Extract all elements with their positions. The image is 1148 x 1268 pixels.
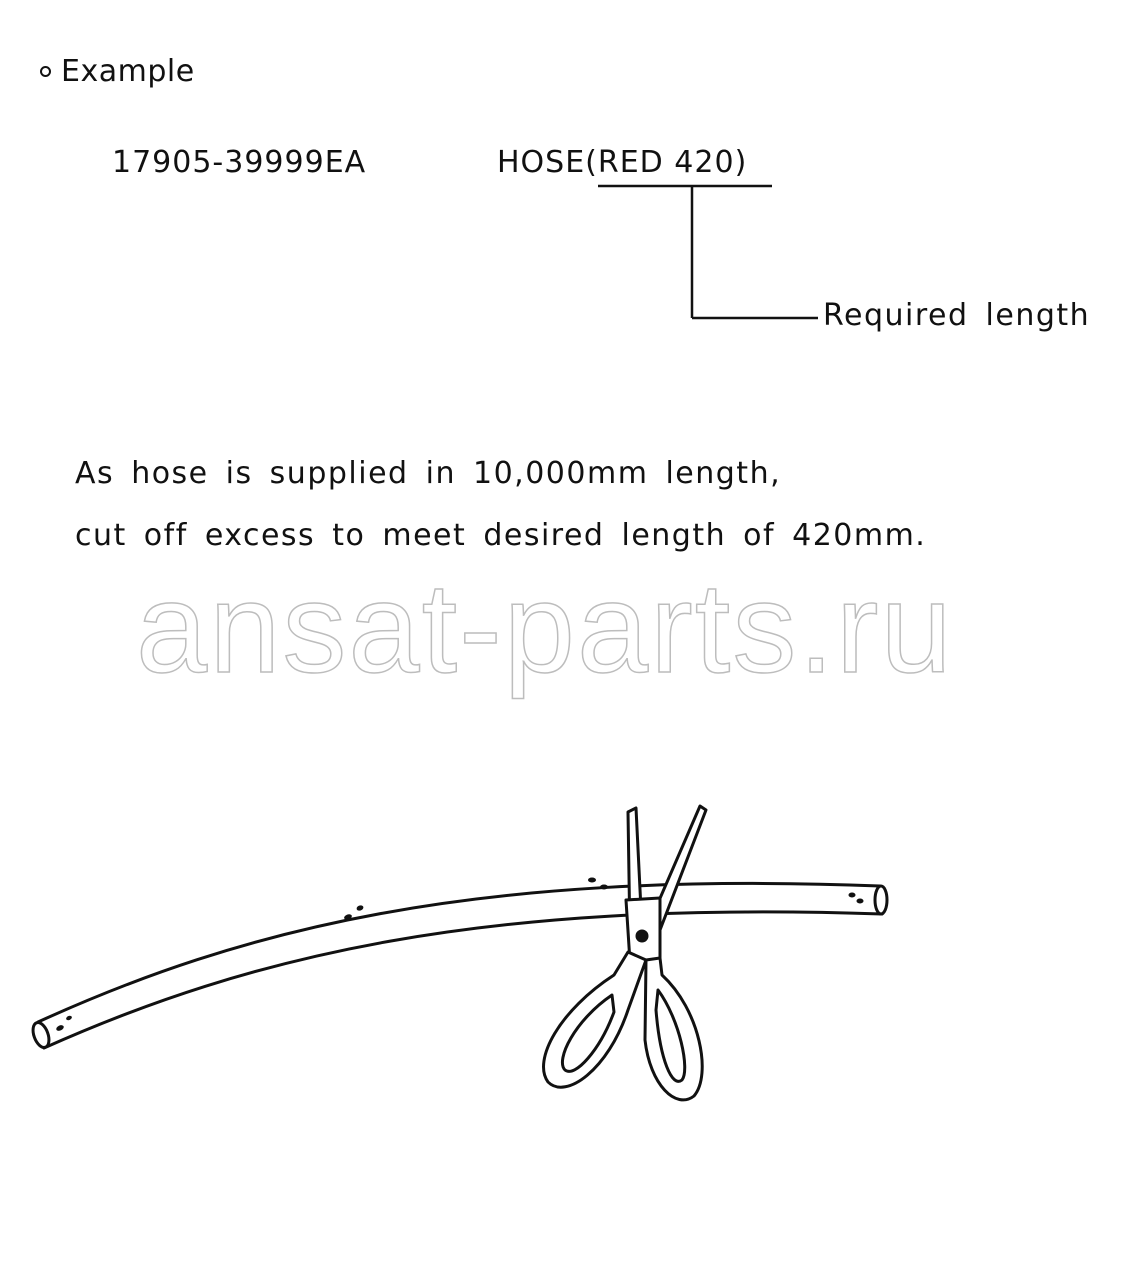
hose-right-end: [875, 886, 887, 914]
watermark: ansat-parts.ru: [136, 557, 954, 700]
scissors-pivot-screw: [637, 931, 647, 941]
scissors-icon: [544, 806, 706, 1100]
part-number: 17905-39999EA: [112, 145, 367, 180]
part-name-prefix: HOSE(: [497, 145, 598, 180]
callout-leader: [598, 186, 818, 318]
note-line-2: cut off excess to meet desired length of 420mm.: [75, 518, 927, 553]
example-label: Example: [61, 54, 195, 89]
hose-icon: [30, 878, 887, 1050]
part-name-suffix: ): [734, 145, 748, 180]
required-length-label: Required length: [823, 298, 1091, 333]
hose-left-end: [30, 1020, 52, 1049]
hose-lower-edge: [44, 912, 882, 1048]
part-length-spec: RED 420: [597, 145, 735, 180]
note-line-1: As hose is supplied in 10,000mm length,: [75, 456, 782, 491]
